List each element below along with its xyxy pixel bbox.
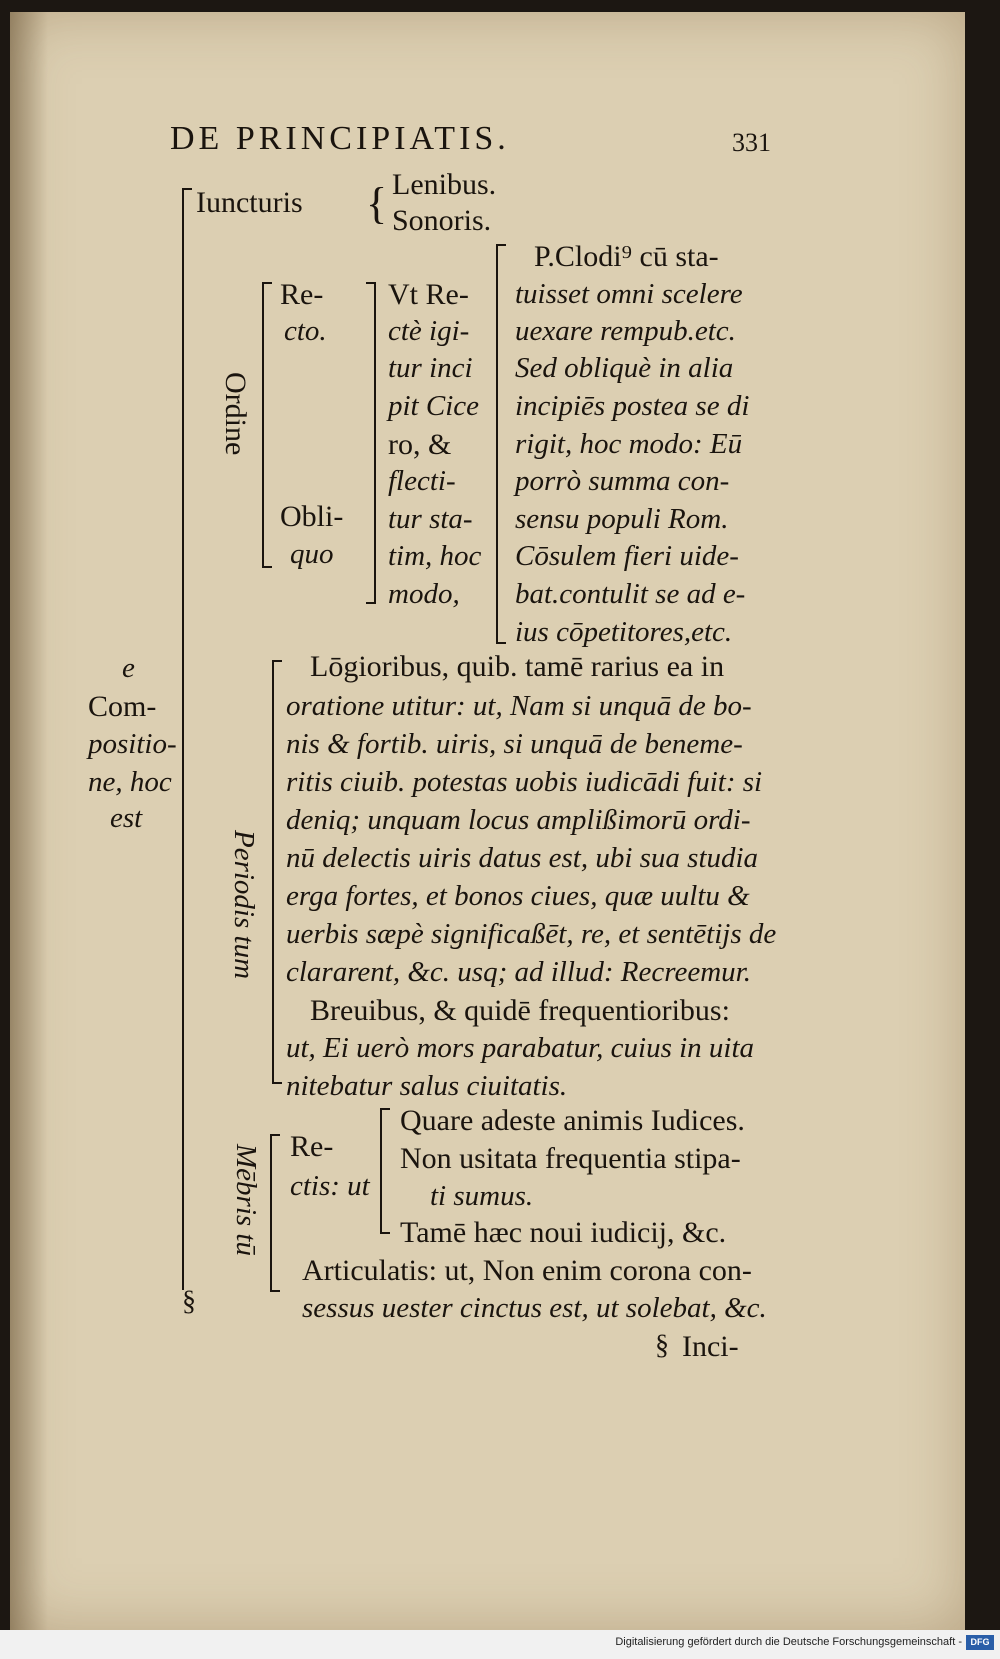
periodis-bracket (272, 660, 282, 1084)
iuncturis-item-1: Lenibus. (392, 168, 497, 201)
quote-line-8: sensu populi Rom. (515, 503, 729, 535)
compositione-line-3: positio- (88, 728, 177, 760)
section-mark-icon: § (655, 1330, 669, 1361)
quote-line-1: P.Clodi⁹ cū sta- (534, 240, 719, 273)
middle-line-7: tur sta- (388, 503, 473, 535)
periodis-label: Periodis tum (228, 830, 260, 980)
recto-line-2: cto. (284, 315, 327, 347)
quote-line-3: uexare rempub.etc. (515, 315, 736, 347)
quote-line-2: tuisset omni scelere (515, 278, 743, 310)
longioribus-line-1: Lōgioribus, quib. tamē rarius ea in (310, 650, 725, 683)
quote-line-7: porrò summa con- (515, 465, 730, 497)
compositione-line-5: est (110, 802, 143, 834)
compositione-line-2: Com- (88, 690, 157, 723)
rectis-quote-3: ti sumus. (430, 1180, 534, 1212)
middle-line-9: modo, (388, 578, 460, 610)
section-mark-icon: § (182, 1286, 196, 1317)
middle-line-6: flecti- (388, 465, 456, 497)
rectis-quote-1: Quare adeste animis Iudices. (400, 1104, 745, 1137)
obliquo-line-2: quo (290, 538, 334, 570)
running-head: DE PRINCIPIATIS. (170, 120, 510, 157)
quote-line-9: Cōsulem fieri uide- (515, 540, 739, 572)
quote-line-6: rigit, hoc modo: Eū (515, 428, 743, 460)
longioribus-line-9: clararent, &c. usq; ad illud: Recreemur. (286, 956, 751, 988)
rectis-quote-2: Non usitata frequentia stipa- (400, 1142, 741, 1175)
page-gutter-shadow (10, 12, 48, 1630)
brevibus-line-3: nitebatur salus ciuitatis. (286, 1070, 568, 1102)
middle-line-4: pit Cice (388, 390, 480, 422)
brevibus-line-2: ut, Ei uerò mors parabatur, cuius in uita (286, 1032, 755, 1064)
recto-line-1: Re- (280, 278, 324, 311)
longioribus-line-4: ritis ciuib. potestas uobis iudicādi fuit: si (286, 766, 763, 798)
obliquo-line-1: Obli- (280, 500, 344, 533)
longioribus-line-7: erga fortes, et bonos ciues, quæ uultu & (286, 880, 750, 912)
footer-credit: Digitalisierung gefördert durch die Deutsche Forschungsgemeinschaft - (615, 1636, 962, 1648)
membris-label: Mēbris tū (230, 1144, 262, 1256)
rectis-line-2: ctis: ut (290, 1170, 370, 1202)
brevibus-line-1: Breuibus, & quidē frequentioribus: (310, 994, 730, 1027)
page-number: 331 (732, 128, 771, 157)
middle-line-8: tim, hoc (388, 540, 482, 572)
middle-line-2: ctè igi- (388, 315, 470, 347)
middle-line-5: ro, & (388, 428, 452, 461)
catchword: Inci- (682, 1330, 739, 1363)
longioribus-line-5: deniq; unquam locus amplißimorū ordi- (286, 804, 751, 836)
quote-line-10: bat.contulit se ad e- (515, 578, 746, 610)
quote-line-5: incipiēs postea se di (515, 390, 750, 422)
longioribus-line-3: nis & fortib. uiris, si unquā de beneme- (286, 728, 743, 760)
articulatis-line-1: Articulatis: ut, Non enim corona con- (302, 1254, 752, 1287)
compositione-line-4: ne, hoc (88, 766, 172, 798)
middle-line-3: tur inci (388, 352, 473, 384)
ordine-bracket (262, 282, 272, 568)
longioribus-line-8: uerbis sæpè significaßēt, re, et sentētijs de (286, 918, 777, 950)
quote-bracket (496, 244, 506, 644)
compositione-line-1: e (122, 652, 135, 684)
membris-bracket (270, 1134, 280, 1292)
iuncturis-brace: { (366, 179, 388, 228)
quote-line-4: Sed obliquè in alia (515, 352, 734, 384)
iuncturis-item-2: Sonoris. (392, 204, 492, 237)
main-bracket (182, 188, 192, 1290)
middle-bracket (366, 282, 376, 604)
dfg-logo[interactable]: DFG (966, 1635, 994, 1650)
longioribus-line-2: oratione utitur: ut, Nam si unquā de bo- (286, 690, 752, 722)
rectis-bracket (380, 1108, 390, 1234)
digitization-footer (0, 1630, 1000, 1659)
book-page (10, 12, 965, 1630)
quote-line-11: ius cōpetitores,etc. (515, 616, 733, 648)
longioribus-line-6: nū delectis uiris datus est, ubi sua studia (286, 842, 759, 874)
rectis-line-1: Re- (290, 1130, 334, 1163)
iuncturis-label: Iuncturis (196, 186, 303, 219)
ordine-label: Ordine (219, 372, 252, 456)
rectis-quote-4: Tamē hæc noui iudicij, &c. (400, 1216, 727, 1249)
middle-line-1: Vt Re- (388, 278, 469, 311)
articulatis-line-2: sessus uester cinctus est, ut solebat, &c. (302, 1292, 767, 1324)
